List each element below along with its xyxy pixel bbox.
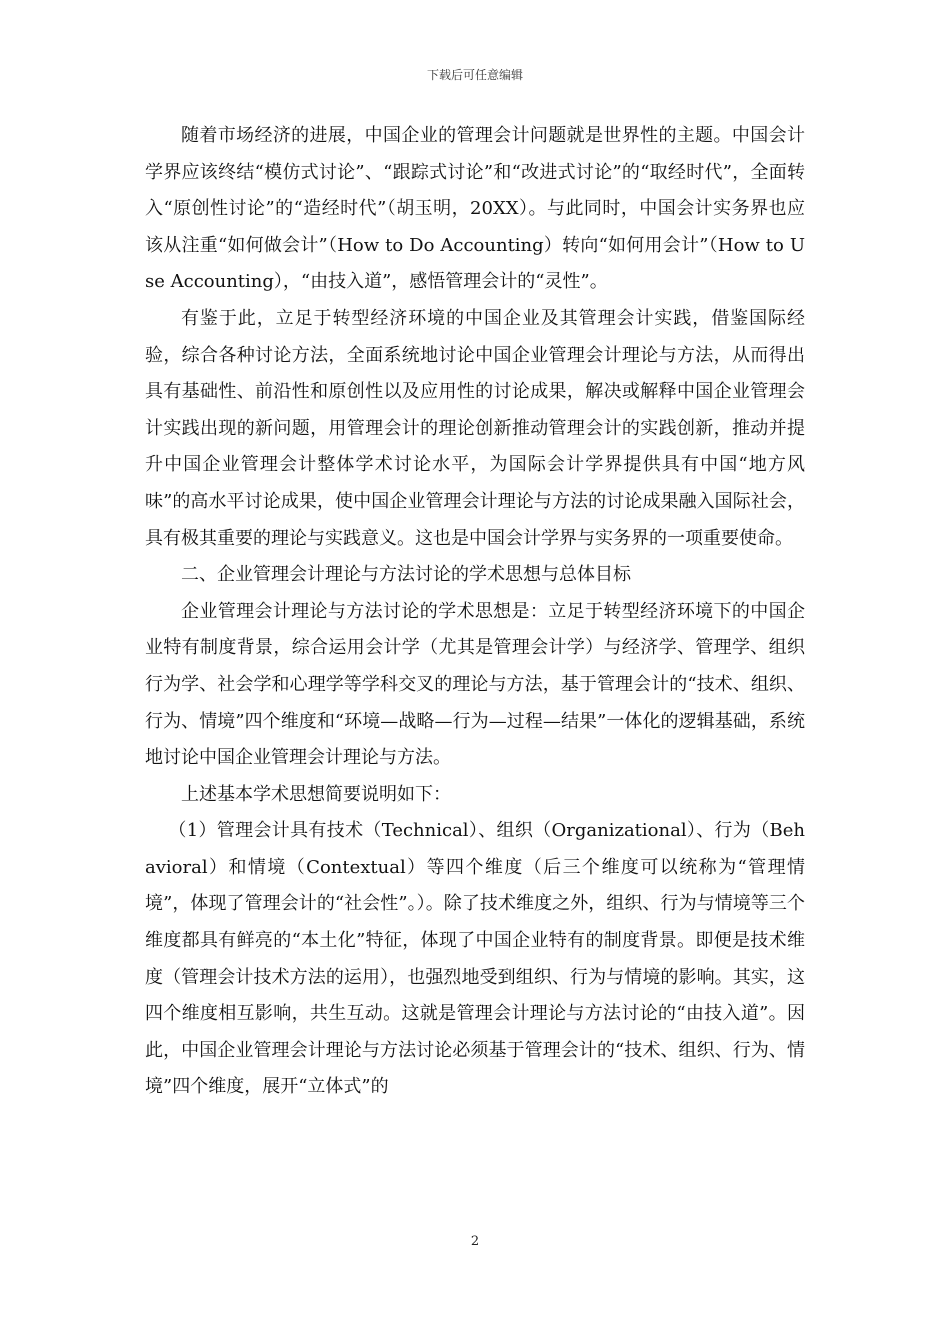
section-heading: 二、企业管理会计理论与方法讨论的学术思想与总体目标 xyxy=(181,564,631,586)
paragraph-3: 企业管理会计理论与方法讨论的学术思想是：立足于转型经济环境下的中国企业特有制度背景，综合运用会计学（尤其是管理会计学）与经济学、管理学、组织行为学、社会学和心理学等学科交叉的理论与方法，基于管理会计的“技术、组织、行为、情境”四个维度和“环境—战略—行为—过程—结果”一体化的逻辑基础，系统地讨论中国企业管理会计理论与方法。 xyxy=(145,600,805,769)
paragraph-1: 随着市场经济的进展，中国企业的管理会计问题就是世界性的主题。中国会计学界应该终结“模仿式讨论”、“跟踪式讨论”和“改进式讨论”的“取经时代”，全面转入“原创性讨论”的“造经时代”（胡玉明，20XX）。与此同时，中国会计实务界也应该从注重“如何做会计”（How to Do Accounting）转向“如何用会计”（How to Use Accounting），“由技入道”，感悟管理会计的“灵性”。 xyxy=(145,125,805,293)
document-body xyxy=(145,118,805,1106)
paragraph-4: 上述基本学术思想简要说明如下： xyxy=(181,783,451,805)
page-number: 2 xyxy=(470,1234,480,1249)
paragraph-2: 有鉴于此，立足于转型经济环境的中国企业及其管理会计实践，借鉴国际经验，综合各种讨论方法，全面系统地讨论中国企业管理会计理论与方法，从而得出具有基础性、前沿性和原创性以及应用性的讨论成果，解决或解释中国企业管理会计实践出现的新问题，用管理会计的理论创新推动管理会计的实践创新，推动并提升中国企业管理会计整体学术讨论水平，为国际会计学界提供具有中国“地方风味”的高水平讨论成果，使中国企业管理会计理论与方法的讨论成果融入国际社会，具有极其重要的理论与实践意义。这也是中国会计学界与实务界的一项重要使命。 xyxy=(145,307,805,549)
page-header: 下载后可任意编辑 xyxy=(426,68,523,82)
paragraph-5: （1）管理会计具有技术（Technical）、组织（Organizational）、行为（Behavioral）和情境（Contextual）等四个维度（后三个维度可以统称为“管理情境”，体现了管理会计的“社会性”。）。除了技术维度之外，组织、行为与情境等三个维度都具有鲜亮的“本土化”特征，体现了中国企业特有的制度背景。即便是技术维度（管理会计技术方法的运用），也强烈地受到组织、行为与情境的影响。其实，这四个维度相互影响，共生互动。这就是管理会计理论与方法讨论的“由技入道”。因此，中国企业管理会计理论与方法讨论必须基于管理会计的“技术、组织、行为、情境”四个维度，展开“立体式”的 xyxy=(145,820,805,1098)
